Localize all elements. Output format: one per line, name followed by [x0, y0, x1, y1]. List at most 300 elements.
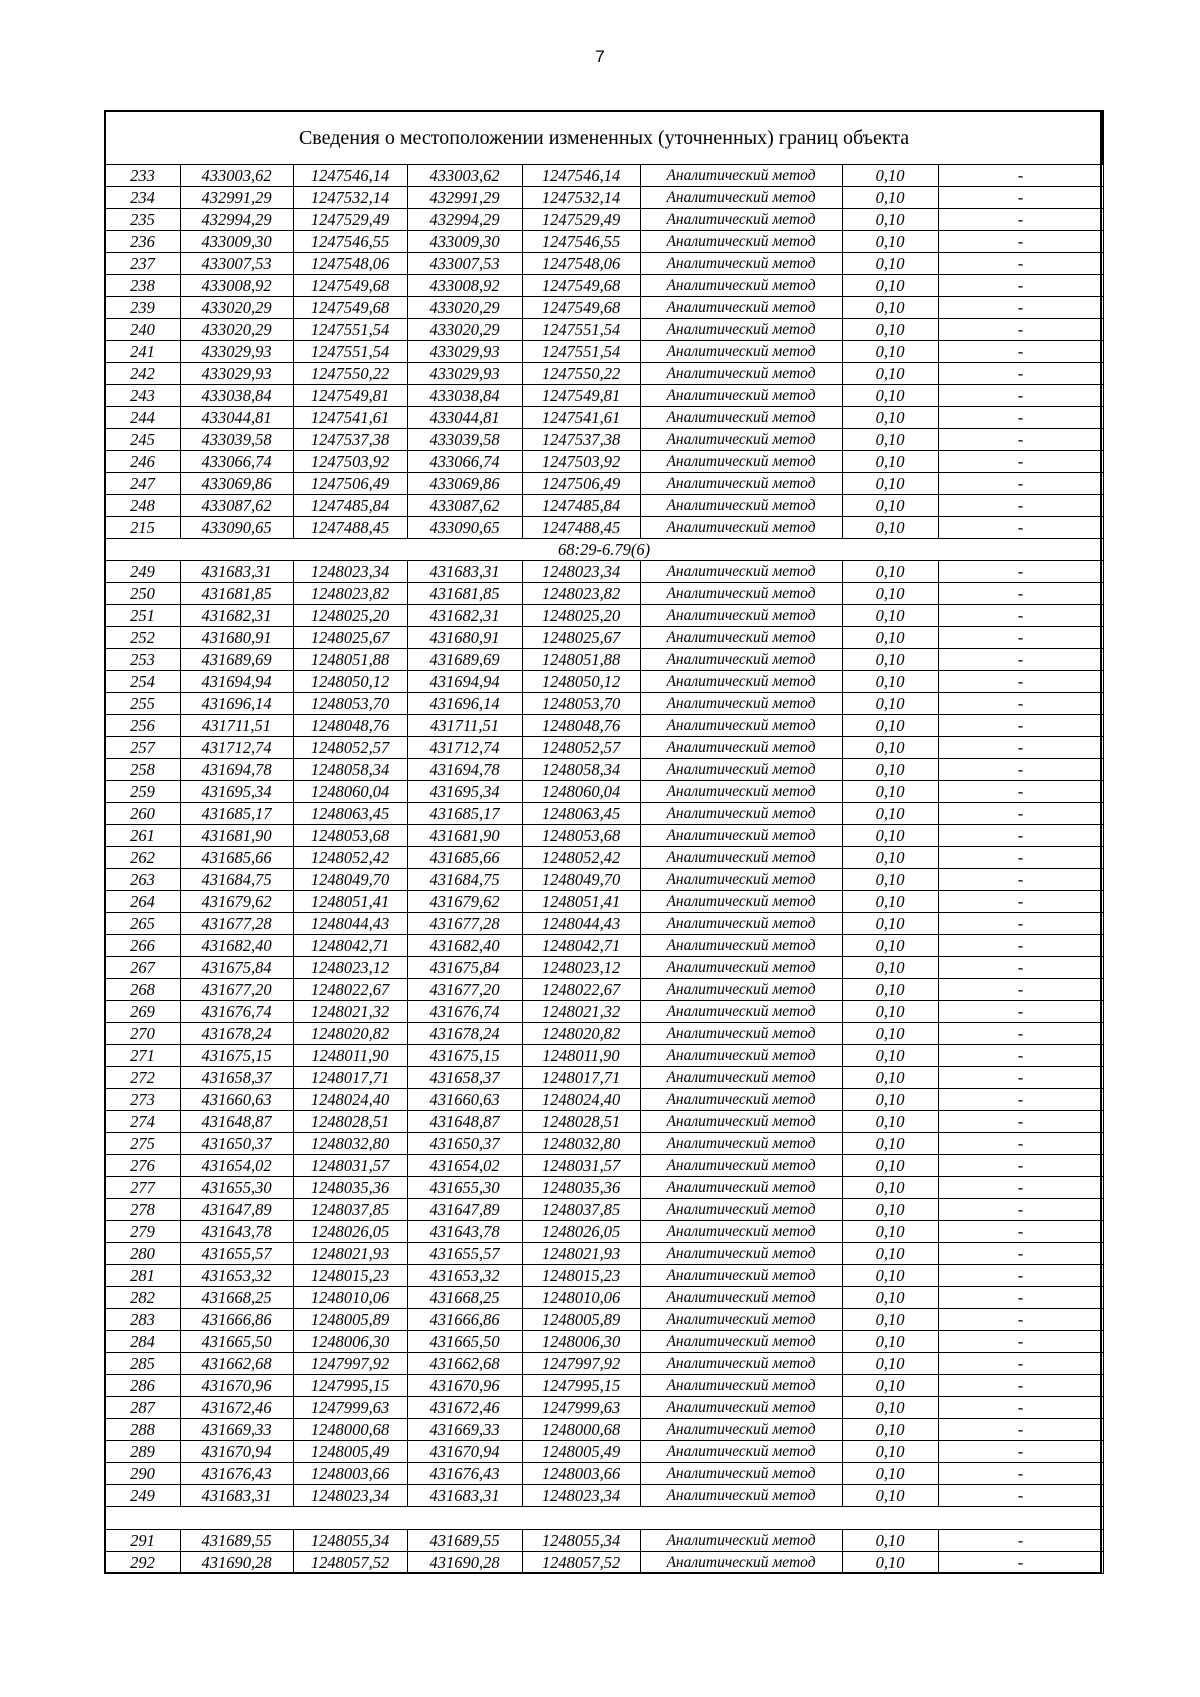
cell-accuracy: 0,10	[842, 407, 938, 429]
cell-point-number: 242	[105, 363, 180, 385]
cell-x-new: 433007,53	[407, 253, 522, 275]
cell-x-existing: 431675,84	[180, 957, 293, 979]
cell-y-new: 1248023,34	[522, 561, 640, 583]
cell-accuracy: 0,10	[842, 297, 938, 319]
cell-method: Аналитический метод	[640, 231, 842, 253]
cell-x-new: 431681,90	[407, 825, 522, 847]
cell-description: -	[938, 561, 1103, 583]
cell-method: Аналитический метод	[640, 1089, 842, 1111]
cell-x-new: 431676,43	[407, 1463, 522, 1485]
cell-point-number: 233	[105, 165, 180, 187]
cell-accuracy: 0,10	[842, 517, 938, 539]
cell-accuracy: 0,10	[842, 1552, 938, 1574]
cell-description: -	[938, 341, 1103, 363]
cell-method: Аналитический метод	[640, 1067, 842, 1089]
cell-x-new: 431685,17	[407, 803, 522, 825]
cell-x-existing: 433029,93	[180, 341, 293, 363]
cell-y-existing: 1248049,70	[293, 869, 407, 891]
cell-y-existing: 1247551,54	[293, 319, 407, 341]
cell-description: -	[938, 979, 1103, 1001]
cell-point-number: 248	[105, 495, 180, 517]
cell-x-existing: 433007,53	[180, 253, 293, 275]
cell-method: Аналитический метод	[640, 1397, 842, 1419]
cell-x-new: 431695,34	[407, 781, 522, 803]
cell-description: -	[938, 715, 1103, 737]
table-row	[105, 187, 1103, 209]
cell-accuracy: 0,10	[842, 1221, 938, 1243]
cell-point-number: 252	[105, 627, 180, 649]
cell-method: Аналитический метод	[640, 385, 842, 407]
cell-y-new: 1248028,51	[522, 1111, 640, 1133]
cell-accuracy: 0,10	[842, 979, 938, 1001]
cell-y-existing: 1248063,45	[293, 803, 407, 825]
cell-x-new: 433003,62	[407, 165, 522, 187]
cell-x-existing: 433066,74	[180, 451, 293, 473]
cell-description: -	[938, 825, 1103, 847]
cell-x-existing: 432994,29	[180, 209, 293, 231]
cell-accuracy: 0,10	[842, 1287, 938, 1309]
cell-y-existing: 1247550,22	[293, 363, 407, 385]
cell-point-number: 259	[105, 781, 180, 803]
cell-y-new: 1248060,04	[522, 781, 640, 803]
cell-x-new: 431683,31	[407, 1485, 522, 1507]
cell-method: Аналитический метод	[640, 781, 842, 803]
cell-x-existing: 433038,84	[180, 385, 293, 407]
cell-point-number: 235	[105, 209, 180, 231]
cell-accuracy: 0,10	[842, 165, 938, 187]
cell-x-existing: 431676,74	[180, 1001, 293, 1023]
cell-x-existing: 431666,86	[180, 1309, 293, 1331]
cell-y-existing: 1248020,82	[293, 1023, 407, 1045]
cell-point-number: 260	[105, 803, 180, 825]
cell-method: Аналитический метод	[640, 605, 842, 627]
cell-x-existing: 431662,68	[180, 1353, 293, 1375]
cell-y-existing: 1248005,49	[293, 1441, 407, 1463]
cell-x-existing: 431648,87	[180, 1111, 293, 1133]
cell-point-number: 285	[105, 1353, 180, 1375]
cell-description: -	[938, 869, 1103, 891]
cell-description: -	[938, 759, 1103, 781]
cell-accuracy: 0,10	[842, 869, 938, 891]
cell-point-number: 234	[105, 187, 180, 209]
cell-y-existing: 1247485,84	[293, 495, 407, 517]
cell-method: Аналитический метод	[640, 1552, 842, 1574]
cell-y-existing: 1247541,61	[293, 407, 407, 429]
cell-point-number: 262	[105, 847, 180, 869]
cell-x-new: 431681,85	[407, 583, 522, 605]
cell-x-new: 433029,93	[407, 363, 522, 385]
cell-description: -	[938, 275, 1103, 297]
cell-method: Аналитический метод	[640, 1023, 842, 1045]
cell-accuracy: 0,10	[842, 385, 938, 407]
cell-y-existing: 1248055,34	[293, 1530, 407, 1552]
cell-accuracy: 0,10	[842, 737, 938, 759]
cell-x-existing: 431668,25	[180, 1287, 293, 1309]
cell-y-new: 1247997,92	[522, 1353, 640, 1375]
table-row	[105, 231, 1103, 253]
cell-x-existing: 431670,94	[180, 1441, 293, 1463]
cell-x-existing: 431677,28	[180, 913, 293, 935]
section-row	[105, 1507, 1103, 1530]
table-row	[105, 297, 1103, 319]
cell-x-new: 432991,29	[407, 187, 522, 209]
cell-y-new: 1248050,12	[522, 671, 640, 693]
cell-point-number: 291	[105, 1530, 180, 1552]
table-row	[105, 1441, 1103, 1463]
table-row	[105, 407, 1103, 429]
cell-description: -	[938, 517, 1103, 539]
cell-x-existing: 431660,63	[180, 1089, 293, 1111]
cell-description: -	[938, 627, 1103, 649]
cell-x-new: 431694,78	[407, 759, 522, 781]
cell-y-new: 1248023,82	[522, 583, 640, 605]
table-row	[105, 1067, 1103, 1089]
table-row	[105, 1089, 1103, 1111]
cell-accuracy: 0,10	[842, 1001, 938, 1023]
page-number: 7	[595, 47, 605, 66]
table-row	[105, 979, 1103, 1001]
cell-y-new: 1248006,30	[522, 1331, 640, 1353]
cell-accuracy: 0,10	[842, 253, 938, 275]
table-row	[105, 1243, 1103, 1265]
table-row	[105, 451, 1103, 473]
cell-method: Аналитический метод	[640, 1485, 842, 1507]
cell-x-new: 433069,86	[407, 473, 522, 495]
table-row	[105, 363, 1103, 385]
table-row	[105, 319, 1103, 341]
cell-x-new: 431662,68	[407, 1353, 522, 1375]
cell-method: Аналитический метод	[640, 1331, 842, 1353]
cell-x-new: 432994,29	[407, 209, 522, 231]
cell-y-existing: 1248032,80	[293, 1133, 407, 1155]
cell-accuracy: 0,10	[842, 231, 938, 253]
cell-x-new: 431690,28	[407, 1552, 522, 1574]
cell-method: Аналитический метод	[640, 1287, 842, 1309]
cell-y-existing: 1247549,68	[293, 275, 407, 297]
table-row	[105, 517, 1103, 539]
cell-point-number: 246	[105, 451, 180, 473]
cell-point-number: 264	[105, 891, 180, 913]
cell-x-new: 431660,63	[407, 1089, 522, 1111]
cell-point-number: 269	[105, 1001, 180, 1023]
cell-x-existing: 433039,58	[180, 429, 293, 451]
cell-method: Аналитический метод	[640, 451, 842, 473]
cell-method: Аналитический метод	[640, 517, 842, 539]
cell-y-new: 1247549,81	[522, 385, 640, 407]
table-row	[105, 1155, 1103, 1177]
section-label: 68:29-6.79(6)	[105, 539, 1103, 561]
cell-point-number: 255	[105, 693, 180, 715]
cell-method: Аналитический метод	[640, 1530, 842, 1552]
cell-point-number: 238	[105, 275, 180, 297]
cell-description: -	[938, 1221, 1103, 1243]
cell-y-new: 1248015,23	[522, 1265, 640, 1287]
cell-y-existing: 1248006,30	[293, 1331, 407, 1353]
cell-point-number: 289	[105, 1441, 180, 1463]
cell-method: Аналитический метод	[640, 627, 842, 649]
cell-accuracy: 0,10	[842, 187, 938, 209]
cell-point-number: 267	[105, 957, 180, 979]
cell-y-new: 1247546,55	[522, 231, 640, 253]
cell-y-existing: 1248042,71	[293, 935, 407, 957]
cell-y-new: 1247550,22	[522, 363, 640, 385]
cell-y-new: 1247488,45	[522, 517, 640, 539]
cell-x-existing: 431712,74	[180, 737, 293, 759]
cell-point-number: 240	[105, 319, 180, 341]
cell-accuracy: 0,10	[842, 275, 938, 297]
table-row	[105, 649, 1103, 671]
cell-x-new: 431676,74	[407, 1001, 522, 1023]
cell-point-number: 277	[105, 1177, 180, 1199]
cell-description: -	[938, 693, 1103, 715]
cell-description: -	[938, 1177, 1103, 1199]
table-row	[105, 715, 1103, 737]
cell-method: Аналитический метод	[640, 671, 842, 693]
table-row	[105, 627, 1103, 649]
cell-description: -	[938, 1089, 1103, 1111]
cell-description: -	[938, 1133, 1103, 1155]
cell-point-number: 274	[105, 1111, 180, 1133]
cell-x-existing: 431658,37	[180, 1067, 293, 1089]
cell-accuracy: 0,10	[842, 1199, 938, 1221]
table-row	[105, 847, 1103, 869]
cell-x-existing: 431647,89	[180, 1199, 293, 1221]
cell-y-existing: 1248053,68	[293, 825, 407, 847]
cell-description: -	[938, 1023, 1103, 1045]
cell-accuracy: 0,10	[842, 1067, 938, 1089]
cell-x-existing: 431683,31	[180, 1485, 293, 1507]
cell-method: Аналитический метод	[640, 847, 842, 869]
table-row	[105, 1199, 1103, 1221]
cell-point-number: 263	[105, 869, 180, 891]
cell-y-existing: 1248025,67	[293, 627, 407, 649]
cell-x-new: 431711,51	[407, 715, 522, 737]
cell-x-existing: 431694,94	[180, 671, 293, 693]
cell-point-number: 239	[105, 297, 180, 319]
table-row	[105, 759, 1103, 781]
cell-method: Аналитический метод	[640, 429, 842, 451]
cell-x-new: 431689,69	[407, 649, 522, 671]
cell-accuracy: 0,10	[842, 781, 938, 803]
cell-description: -	[938, 429, 1103, 451]
cell-point-number: 280	[105, 1243, 180, 1265]
cell-y-new: 1248042,71	[522, 935, 640, 957]
cell-y-new: 1247549,68	[522, 275, 640, 297]
cell-point-number: 215	[105, 517, 180, 539]
cell-accuracy: 0,10	[842, 891, 938, 913]
cell-point-number: 250	[105, 583, 180, 605]
cell-point-number: 283	[105, 1309, 180, 1331]
cell-point-number: 257	[105, 737, 180, 759]
cell-accuracy: 0,10	[842, 649, 938, 671]
cell-description: -	[938, 1331, 1103, 1353]
cell-point-number: 261	[105, 825, 180, 847]
cell-description: -	[938, 1111, 1103, 1133]
cell-description: -	[938, 1463, 1103, 1485]
cell-description: -	[938, 1419, 1103, 1441]
cell-y-new: 1247551,54	[522, 341, 640, 363]
cell-point-number: 236	[105, 231, 180, 253]
cell-y-new: 1248005,49	[522, 1441, 640, 1463]
table-row	[105, 473, 1103, 495]
cell-point-number: 286	[105, 1375, 180, 1397]
cell-y-existing: 1248031,57	[293, 1155, 407, 1177]
table-row	[105, 825, 1103, 847]
cell-point-number: 256	[105, 715, 180, 737]
cell-point-number: 282	[105, 1287, 180, 1309]
cell-y-new: 1248058,34	[522, 759, 640, 781]
cell-accuracy: 0,10	[842, 759, 938, 781]
table-row	[105, 275, 1103, 297]
cell-y-new: 1248051,88	[522, 649, 640, 671]
cell-y-new: 1248023,34	[522, 1485, 640, 1507]
cell-x-new: 433039,58	[407, 429, 522, 451]
table-row	[105, 693, 1103, 715]
cell-method: Аналитический метод	[640, 275, 842, 297]
cell-y-new: 1248032,80	[522, 1133, 640, 1155]
cell-y-new: 1247485,84	[522, 495, 640, 517]
cell-accuracy: 0,10	[842, 1023, 938, 1045]
cell-y-new: 1247537,38	[522, 429, 640, 451]
cell-y-existing: 1248051,88	[293, 649, 407, 671]
cell-description: -	[938, 363, 1103, 385]
cell-description: -	[938, 231, 1103, 253]
cell-description: -	[938, 1552, 1103, 1574]
cell-y-existing: 1248023,12	[293, 957, 407, 979]
cell-description: -	[938, 1375, 1103, 1397]
cell-description: -	[938, 1309, 1103, 1331]
cell-x-new: 431679,62	[407, 891, 522, 913]
cell-x-new: 431680,91	[407, 627, 522, 649]
cell-method: Аналитический метод	[640, 407, 842, 429]
cell-x-existing: 431669,33	[180, 1419, 293, 1441]
cell-y-new: 1248063,45	[522, 803, 640, 825]
cell-x-existing: 433087,62	[180, 495, 293, 517]
cell-y-new: 1247995,15	[522, 1375, 640, 1397]
cell-method: Аналитический метод	[640, 737, 842, 759]
cell-y-existing: 1247529,49	[293, 209, 407, 231]
cell-method: Аналитический метод	[640, 1353, 842, 1375]
cell-method: Аналитический метод	[640, 209, 842, 231]
table-row	[105, 605, 1103, 627]
table-row	[105, 1353, 1103, 1375]
cell-y-existing: 1248024,40	[293, 1089, 407, 1111]
cell-point-number: 279	[105, 1221, 180, 1243]
cell-method: Аналитический метод	[640, 253, 842, 275]
cell-y-existing: 1247506,49	[293, 473, 407, 495]
table-row	[105, 935, 1103, 957]
cell-x-new: 433044,81	[407, 407, 522, 429]
cell-x-new: 431678,24	[407, 1023, 522, 1045]
cell-method: Аналитический метод	[640, 935, 842, 957]
cell-x-existing: 432991,29	[180, 187, 293, 209]
cell-x-existing: 433009,30	[180, 231, 293, 253]
cell-x-existing: 431711,51	[180, 715, 293, 737]
cell-accuracy: 0,10	[842, 495, 938, 517]
cell-x-existing: 433003,62	[180, 165, 293, 187]
cell-x-new: 431683,31	[407, 561, 522, 583]
table-row	[105, 1221, 1103, 1243]
cell-y-new: 1248044,43	[522, 913, 640, 935]
cell-y-existing: 1248052,57	[293, 737, 407, 759]
cell-method: Аналитический метод	[640, 1045, 842, 1067]
cell-accuracy: 0,10	[842, 473, 938, 495]
cell-method: Аналитический метод	[640, 957, 842, 979]
cell-x-existing: 431694,78	[180, 759, 293, 781]
cell-method: Аналитический метод	[640, 1309, 842, 1331]
cell-y-new: 1248026,05	[522, 1221, 640, 1243]
cell-y-new: 1248021,93	[522, 1243, 640, 1265]
cell-description: -	[938, 583, 1103, 605]
cell-y-existing: 1248044,43	[293, 913, 407, 935]
cell-accuracy: 0,10	[842, 1397, 938, 1419]
cell-y-new: 1248052,57	[522, 737, 640, 759]
cell-x-existing: 431685,66	[180, 847, 293, 869]
cell-accuracy: 0,10	[842, 715, 938, 737]
cell-y-existing: 1247546,55	[293, 231, 407, 253]
cell-x-new: 433008,92	[407, 275, 522, 297]
cell-y-new: 1247546,14	[522, 165, 640, 187]
cell-y-new: 1248025,67	[522, 627, 640, 649]
cell-x-new: 431670,94	[407, 1441, 522, 1463]
table-row	[105, 1045, 1103, 1067]
cell-x-existing: 431675,15	[180, 1045, 293, 1067]
table-row	[105, 1023, 1103, 1045]
cell-description: -	[938, 1243, 1103, 1265]
table-row	[105, 737, 1103, 759]
cell-y-existing: 1248050,12	[293, 671, 407, 693]
cell-x-new: 431670,96	[407, 1375, 522, 1397]
section-row	[105, 539, 1103, 561]
cell-method: Аналитический метод	[640, 759, 842, 781]
cell-y-existing: 1247549,81	[293, 385, 407, 407]
cell-x-new: 431668,25	[407, 1287, 522, 1309]
cell-accuracy: 0,10	[842, 583, 938, 605]
cell-accuracy: 0,10	[842, 1419, 938, 1441]
cell-y-existing: 1248022,67	[293, 979, 407, 1001]
cell-method: Аналитический метод	[640, 825, 842, 847]
cell-description: -	[938, 1155, 1103, 1177]
cell-accuracy: 0,10	[842, 935, 938, 957]
cell-method: Аналитический метод	[640, 1133, 842, 1155]
cell-point-number: 270	[105, 1023, 180, 1045]
table-row	[105, 165, 1103, 187]
cell-x-new: 433020,29	[407, 297, 522, 319]
cell-description: -	[938, 1397, 1103, 1419]
cell-method: Аналитический метод	[640, 803, 842, 825]
cell-y-new: 1248011,90	[522, 1045, 640, 1067]
cell-y-existing: 1247548,06	[293, 253, 407, 275]
cell-y-existing: 1247537,38	[293, 429, 407, 451]
table-row	[105, 253, 1103, 275]
cell-x-new: 431654,02	[407, 1155, 522, 1177]
cell-x-existing: 433020,29	[180, 297, 293, 319]
cell-description: -	[938, 385, 1103, 407]
cell-accuracy: 0,10	[842, 1441, 938, 1463]
cell-accuracy: 0,10	[842, 429, 938, 451]
cell-y-new: 1247532,14	[522, 187, 640, 209]
cell-description: -	[938, 649, 1103, 671]
cell-x-new: 431677,20	[407, 979, 522, 1001]
cell-x-new: 433009,30	[407, 231, 522, 253]
cell-accuracy: 0,10	[842, 1177, 938, 1199]
cell-x-existing: 431676,43	[180, 1463, 293, 1485]
cell-accuracy: 0,10	[842, 1155, 938, 1177]
cell-y-new: 1247548,06	[522, 253, 640, 275]
cell-x-existing: 431689,69	[180, 649, 293, 671]
cell-x-new: 431650,37	[407, 1133, 522, 1155]
cell-y-existing: 1247532,14	[293, 187, 407, 209]
